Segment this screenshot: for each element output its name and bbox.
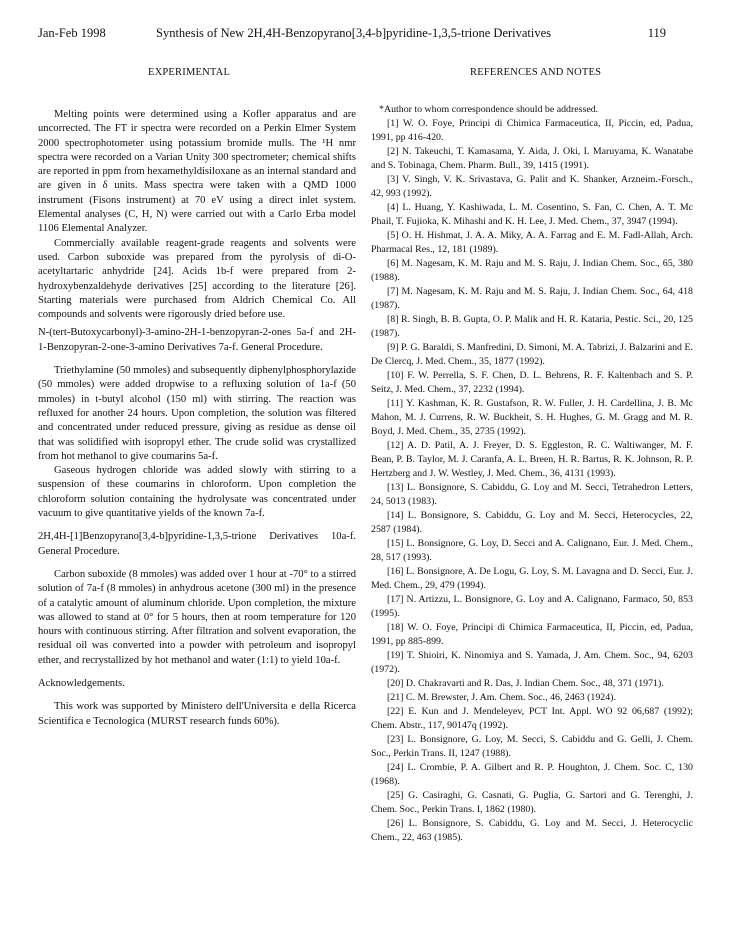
reference-item: [13] L. Bonsignore, S. Cabiddu, G. Loy and M. Secci, Tetrahedron Letters, 24, 5013 (1983). bbox=[371, 482, 693, 507]
correspondence-note: *Author to whom correspondence should be addressed. bbox=[379, 104, 599, 115]
running-header bbox=[38, 26, 666, 42]
references-column bbox=[371, 103, 693, 845]
procedure-subheading-5a-7a: N-(tert-Butoxycarbonyl)-3-amino-2H-1-benzopyran-2-ones 5a-f and 2H-1-Benzopyran-2-one-3-amino Derivatives 7a-f. General Procedure. bbox=[38, 327, 356, 353]
reference-item: [19] T. Shioiri, K. Ninomiya and S. Yamada, J. Am. Chem. Soc., 94, 6203 (1972). bbox=[371, 650, 693, 675]
procedure-paragraph-7a: Gaseous hydrogen chloride was added slowly with stirring to a suspension of these coumarins in chloroform. Upon completion the chloroform solution containing the hydrolysate was concentrated under vacuum to give quantitative yields of the known 7a-f. bbox=[38, 465, 356, 520]
reference-item: [4] L. Huang, Y. Kashiwada, L. M. Cosentino, S. Fan, C. Chen, A. T. Mc Phail, T. Fujioka, K. Mihashi and K. H. Lee, J. Med. Chem., 37, 3947 (1994). bbox=[371, 202, 693, 227]
procedure-subheading-10a: 2H,4H-[1]Benzopyrano[3,4-b]pyridine-1,3,5-trione Derivatives 10a-f. General Procedure. bbox=[38, 531, 356, 557]
reference-item: [7] M. Nagesam, K. M. Raju and M. S. Raju, J. Indian Chem. Soc., 64, 418 (1987). bbox=[371, 286, 693, 311]
reference-item: [18] W. O. Foye, Principi di Chimica Farmaceutica, II, Piccin, ed, Padua, 1991, pp 885-899. bbox=[371, 622, 693, 647]
reference-item: [22] E. Kun and J. Mendeleyev, PCT Int. Appl. WO 92 06,687 (1992); Chem. Abstr., 117, 90147q (1992). bbox=[371, 706, 693, 731]
reference-item: [10] F. W. Perrella, S. F. Chen, D. L. Behrens, R. F. Kaltenbach and S. P. Seitz, J. Med. Chem., 37, 2232 (1994). bbox=[371, 370, 693, 395]
issue-date: Jan-Feb 1998 bbox=[38, 26, 106, 40]
reference-item: [2] N. Takeuchi, T. Kamasama, Y. Aida, J. Oki, I. Maruyama, K. Wanatabe and S. Tobinaga, Chem. Pharm. Bull., 39, 1415 (1991). bbox=[371, 146, 693, 171]
reference-item: [17] N. Artizzu, L. Bonsignore, G. Loy and A. Calignano, Farmaco, 50, 853 (1995). bbox=[371, 594, 693, 619]
reference-item: [3] V. Singh, V. K. Srivastava, G. Palit and K. Shanker, Arzneim.-Forsch., 42, 993 (1992). bbox=[371, 174, 693, 199]
reference-list bbox=[371, 117, 693, 845]
procedure-paragraph-10a: Carbon suboxide (8 mmoles) was added over 1 hour at -70° to a stirred solution of 7a-f (8 mmoles) in anhydrous acetone (300 ml) in the presence of a catalytic amount of aluminum chloride. Upon completion, the mixture was allowed to stand at 0° for 5 hours, then at room temperature for 120 hours with continuous stirring. After filtration and solvent evaporation, the residual oil was converted into a powder with petroleum and isopropyl ether, and recrystallized by hot methanol and water (1:1) to yield 10a-f. bbox=[38, 568, 356, 666]
reference-item: [6] M. Nagesam, K. M. Raju and M. S. Raju, J. Indian Chem. Soc., 65, 380 (1988). bbox=[371, 258, 693, 283]
running-title: Synthesis of New 2H,4H-Benzopyrano[3,4-b]pyridine-1,3,5-trione Derivatives bbox=[156, 26, 552, 40]
methods-paragraph: Melting points were determined using a Kofler apparatus and are uncorrected. The FT ir spectra were recorded on a Perkin Elmer System 2000 spectrophotometer using potassium bromide mulls. The ¹H nmr spectra were recorded on a Varian Unity 300 spectrometer; chemical shifts are reported in ppm from hexamethyldisiloxane as an internal standard and are given in δ units. Mass spectra were taken with a QMD 1000 instrument (Fisons instrument) at 70 eV using a direct inlet system. Elemental analyses (C, H, N) were carried out with a Carlo Erba model 1106 Elemental Analyzer. bbox=[38, 109, 356, 235]
reference-item: [11] Y. Kashman, K. R. Gustafson, R. W. Fuller, J. H. Cardellina, J. B. Mc Mahon, M. J. Currens, R. W. Buckheit, S. H. Hughes, G. M. Gragg and M. R. Boyd, J. Med. Chem., 35, 2735 (1992). bbox=[371, 398, 693, 437]
reference-item: [23] L. Bonsignore, G. Loy, M. Secci, S. Cabiddu and G. Gelli, J. Chem. Soc., Perkin Trans. II, 1247 (1988). bbox=[371, 734, 693, 759]
reference-item: [14] L. Bonsignore, S. Cabiddu, G. Loy and M. Secci, Heterocycles, 22, 2587 (1984). bbox=[371, 510, 693, 535]
experimental-column bbox=[38, 108, 356, 729]
reference-item: [26] L. Bonsignore, S. Cabiddu, G. Loy and M. Secci, J. Heterocyclic Chem., 22, 463 (1985). bbox=[371, 818, 693, 843]
reference-item: [21] C. M. Brewster, J. Am. Chem. Soc., 46, 2463 (1924). bbox=[387, 692, 616, 703]
reference-item: [1] W. O. Foye, Principi di Chimica Farmaceutica, II, Piccin, ed, Padua, 1991, pp 416-420. bbox=[371, 118, 693, 143]
reagents-paragraph: Commercially available reagent-grade reagents and solvents were used. Carbon suboxide was prepared from the pyrolysis of di-O-acetyltartaric anhydride [24]. Acids 1b-f were prepared from 2-hydroxybenzaldehyde derivatives [25] according to the literature [26]. Starting materials were purchased from Aldrich Chemical Co. All compounds and solvents were rigorously dried before use. bbox=[38, 237, 356, 321]
acknowledgements-text: This work was supported by Ministero dell'Universita e della Ricerca Scientifica e Tecnologica (MURST research funds 60%). bbox=[38, 701, 356, 727]
reference-item: [12] A. D. Patil, A. J. Freyer, D. S. Eggleston, R. C. Waltiwanger, M. F. Bean, P. B. Taylor, M. J. Caranfa, A. L. Breen, H. R. Bartus, R. K. Johnson, R. P. Hertzberg and J. W. Westley, J. Med. Chem., 36, 4131 (1993). bbox=[371, 440, 693, 479]
page-number: 119 bbox=[647, 26, 666, 40]
acknowledgements-heading: Acknowledgements. bbox=[38, 677, 125, 689]
reference-item: [24] L. Crombie, P. A. Gilbert and R. P. Houghton, J. Chem. Soc. C, 130 (1968). bbox=[371, 762, 693, 787]
procedure-paragraph-5a: Triethylamine (50 mmoles) and subsequently diphenylphosphorylazide (50 mmoles) were added dropwise to a refluxing solution of 1a-f (50 mmoles) in t-butyl alcohol (150 ml) with stirring. The reaction was refluxed for another 24 hours. Upon completion, the solution was filtered and concentrated under reduced pressure, giving as residue as dense oil that was solidified with isopropyl ether. The crude solid was crystallized from hot methanol to give coumarins 5a-f. bbox=[38, 365, 356, 462]
reference-item: [5] O. H. Hishmat, J. A. A. Miky, A. A. Farrag and E. M. Fadl-Allah, Arch. Pharmacal Res., 12, 181 (1989). bbox=[371, 230, 693, 255]
reference-item: [25] G. Casiraghi, G. Casnati, G. Puglia, G. Sartori and G. Terenghi, J. Chem. Soc., Perkin Trans. I, 1862 (1980). bbox=[371, 790, 693, 815]
reference-item: [8] R. Singh, B. B. Gupta, O. P. Malik and H. R. Kataria, Pestic. Sci., 20, 125 (1987). bbox=[371, 314, 693, 339]
references-heading: REFERENCES AND NOTES bbox=[470, 67, 602, 78]
experimental-heading: EXPERIMENTAL bbox=[148, 67, 231, 78]
reference-item: [16] L. Bonsignore, A. De Logu, G. Loy, S. M. Lavagna and D. Secci, Eur. J. Med. Chem., 29, 479 (1994). bbox=[371, 566, 693, 591]
reference-item: [20] D. Chakravarti and R. Das, J. Indian Chem. Soc., 48, 371 (1971). bbox=[387, 678, 664, 689]
reference-item: [15] L. Bonsignore, G. Loy, D. Secci and A. Calignano, Eur. J. Med. Chem., 28, 517 (1993). bbox=[371, 538, 693, 563]
reference-item: [9] P. G. Baraldi, S. Manfredini, D. Simoni, M. A. Tabrizi, J. Balzarini and E. De Clercq, J. Med. Chem., 35, 1877 (1992). bbox=[371, 342, 693, 367]
